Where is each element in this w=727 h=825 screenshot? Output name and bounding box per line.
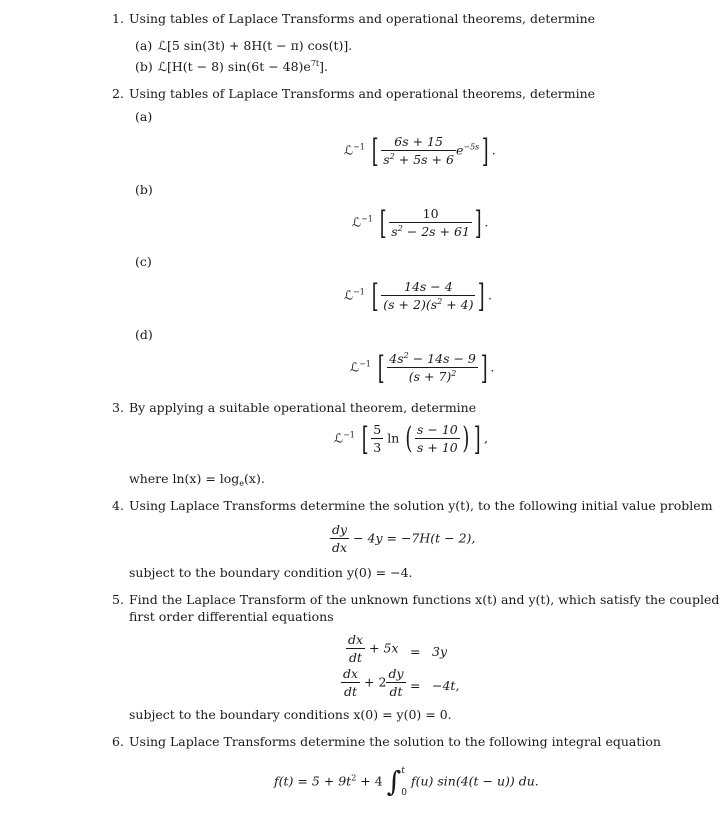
q5-eq2-equals: =	[410, 678, 421, 693]
q2a-label: (a)	[135, 109, 153, 124]
q6-number: 6.	[112, 734, 124, 749]
q2d-equation: ℒ$^{-1}$ [ $\frac{4s^2 - 14s - 9}{(s + 7)^2}$ ] .	[350, 349, 495, 387]
q1b-expression: ℒ[H(t − 8) $\sin(6t - 48)e^{7t}$].	[158, 59, 328, 74]
integral-sign: ∫	[386, 765, 402, 798]
q2b-equation: ℒ$^{-1}$ [ $\frac{10}{s^2 - 2s + 61}$ ] .	[352, 204, 489, 242]
q2d-label: (d)	[135, 327, 153, 342]
q4-number: 4.	[112, 498, 124, 513]
q6-equation: $f(t) = 5 + 9t^2 + 4$ ∫ t 0 f(u) sin(4(t − u)) du.	[274, 765, 539, 798]
q5-eq1-equals: =	[410, 644, 421, 659]
q2a-equation: ℒ$^{-1}$ [ $\frac{6s + 15}{s^2 + 5s + 6}$ $e^{-5s}$] .	[344, 132, 496, 170]
q6-text: Using Laplace Transforms determine the solution to the following integral equation	[129, 734, 661, 749]
q3-where: where $\ln(x) = \log_e(x)$.	[129, 471, 265, 488]
q4-equation: $\frac{dy}{dx}$ − 4y = −7H(t − 2),	[332, 522, 476, 555]
q5-number: 5.	[112, 592, 124, 607]
q1a-expression: ℒ[5 sin(3t) + 8H(t − π) cos(t)].	[158, 38, 353, 53]
q2-text: Using tables of Laplace Transforms and operational theorems, determine	[129, 86, 596, 101]
q2c-equation: ℒ$^{-1}$ [ $\frac{14s - 4}{(s + 2)(s^2 + 4)}$ ] .	[344, 277, 492, 315]
q1b-label: (b)	[135, 59, 153, 74]
q2-number: 2.	[112, 86, 124, 101]
q4-condition: subject to the boundary condition y(0) = −4.	[129, 565, 413, 580]
q5-condition: subject to the boundary conditions x(0) = y(0) = 0.	[129, 707, 452, 722]
q3-number: 3.	[112, 400, 124, 415]
q1-number: 1.	[112, 11, 124, 26]
q5-equation-1: $\frac{dx}{dt}$ + 5x	[348, 632, 399, 665]
q5-eq2-rhs: −4t,	[432, 678, 460, 693]
q5-text-line2: first order differential equations	[129, 609, 334, 624]
q2b-label: (b)	[135, 182, 153, 197]
q2c-label: (c)	[135, 254, 152, 269]
q3-text: By applying a suitable operational theorem, determine	[129, 400, 477, 415]
q3-equation: ℒ$^{-1}$ [ $\frac{5}{3}$ ln ( $\frac{s - 10}{s + 10}$ ) ] ,	[334, 420, 488, 458]
q1a-label: (a)	[135, 38, 153, 53]
q5-text-line1: Find the Laplace Transform of the unknown functions x(t) and y(t), which satisfy the coupled	[129, 592, 720, 607]
q4-text: Using Laplace Transforms determine the solution y(t), to the following initial value problem	[129, 498, 713, 513]
q5-equation-2: $\frac{dx}{dt}$ + 2 $\frac{dy}{dt}$	[343, 666, 404, 699]
q5-eq1-rhs: 3y	[432, 644, 448, 659]
q1-text: Using tables of Laplace Transforms and operational theorems, determine	[129, 11, 596, 26]
